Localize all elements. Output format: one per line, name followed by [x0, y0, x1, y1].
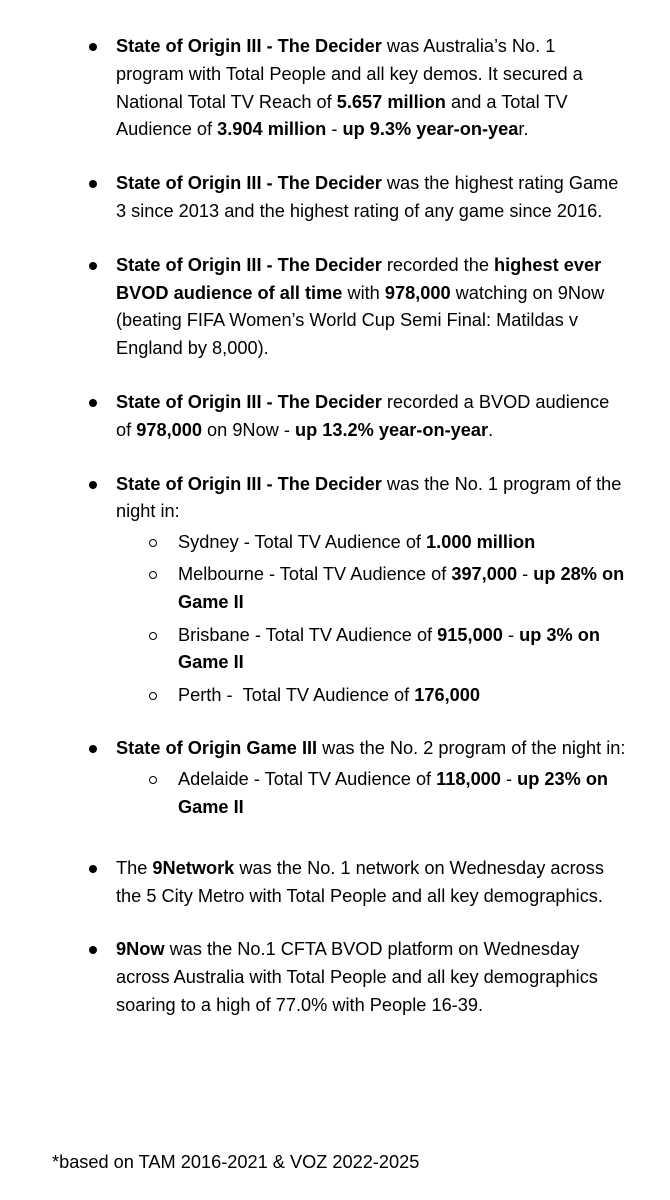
- bullet-text: and a Total TV Audience of: [116, 91, 568, 140]
- bullet-item: [116, 855, 626, 911]
- sub-item-adelaide: [178, 766, 626, 822]
- platform-name: 9Now: [116, 939, 165, 960]
- bullet-text: .: [488, 419, 494, 440]
- sub-item-perth: [178, 682, 626, 710]
- sub-text: -: [500, 769, 518, 790]
- bullet-text: watching on 9Now (beating FIFA Women’s World Cup Semi Final: Matildas v England by 8,000).: [116, 282, 605, 359]
- bvod-value: 978,000: [384, 282, 451, 303]
- growth-value: up 28% on Game II: [178, 564, 625, 613]
- sub-text: Melbourne - Total TV Audience of: [178, 564, 452, 585]
- bullet-text: -: [326, 119, 343, 140]
- audience-value: 397,000: [451, 564, 518, 585]
- bullet-text: The: [116, 857, 153, 878]
- program-name: State of Origin III - The Decider: [116, 473, 382, 494]
- audience-value: 118,000: [436, 769, 501, 790]
- bullet-text: was Australia’s No. 1 program with Total People and all key demos. It secured a National Total TV Reach of: [116, 36, 583, 112]
- sub-text: Adelaide - Total TV Audience of: [178, 769, 437, 790]
- sub-text: Brisbane - Total TV Audience of: [178, 624, 438, 645]
- bullet-text: was the No. 1 program of the night in:: [116, 473, 622, 522]
- bullet-text: was the highest rating Game 3 since 2013 and the highest rating of any game since 2016.: [116, 173, 619, 221]
- city-sublist: [116, 766, 626, 822]
- sub-item-brisbane: [178, 622, 626, 678]
- bullet-item: [116, 389, 626, 445]
- bullet-item: [116, 936, 626, 1019]
- bullet-text: was the No.1 CFTA BVOD platform on Wednesday across Australia with Total People and all key demographics soaring to a high of 77.0% with People 16-39.: [116, 939, 598, 1016]
- bullet-text: with: [342, 282, 385, 303]
- bullet-text: recorded the: [381, 254, 495, 275]
- bullet-item: [116, 170, 626, 226]
- growth-value: up 23% on Game II: [178, 769, 609, 818]
- program-name: State of Origin Game III: [116, 738, 318, 759]
- audience-value: 3.904 million: [217, 119, 327, 140]
- bullet-list: [116, 33, 626, 1020]
- bullet-item: [116, 252, 626, 363]
- footnote: *based on TAM 2016-2021 & VOZ 2022-2025: [52, 1152, 420, 1172]
- bullet-text: recorded a BVOD audience of: [116, 391, 610, 440]
- growth-value: up 3% on Game II: [178, 624, 600, 673]
- program-name: State of Origin III - The Decider: [116, 254, 382, 275]
- sub-item-sydney: [178, 529, 626, 557]
- program-name: State of Origin III - The Decider: [116, 173, 382, 194]
- bullet-text: r.: [518, 119, 529, 140]
- bullet-text: on 9Now -: [201, 419, 295, 440]
- sub-text: -: [517, 564, 534, 585]
- bullet-text: was the No. 2 program of the night in:: [317, 738, 626, 759]
- bullet-item: [116, 735, 626, 821]
- audience-value: 915,000: [437, 624, 503, 645]
- bullet-item: [116, 471, 626, 710]
- bullet-item: [116, 33, 626, 144]
- reach-value: 5.657 million: [336, 91, 446, 112]
- audience-value: 1.000 million: [426, 532, 536, 553]
- bvod-value: 978,000: [136, 419, 202, 440]
- sub-item-melbourne: [178, 561, 626, 617]
- growth-value: up 9.3% year-on-yea: [342, 119, 519, 140]
- city-sublist: [116, 529, 626, 709]
- program-name: State of Origin III - The Decider: [116, 391, 382, 412]
- sub-text: Sydney - Total TV Audience of: [178, 532, 427, 553]
- program-name: State of Origin III - The Decider: [116, 36, 382, 56]
- highlight-text: highest ever BVOD audience of all time: [116, 254, 602, 303]
- sub-text: -: [502, 624, 520, 645]
- bullet-text: was the No. 1 network on Wednesday across the 5 City Metro with Total People and all key demographics.: [116, 857, 604, 906]
- sub-text: Perth - Total TV Audience of: [178, 684, 415, 705]
- network-name: 9Network: [152, 857, 235, 878]
- growth-value: up 13.2% year-on-year: [294, 419, 489, 440]
- audience-value: 176,000: [414, 684, 480, 705]
